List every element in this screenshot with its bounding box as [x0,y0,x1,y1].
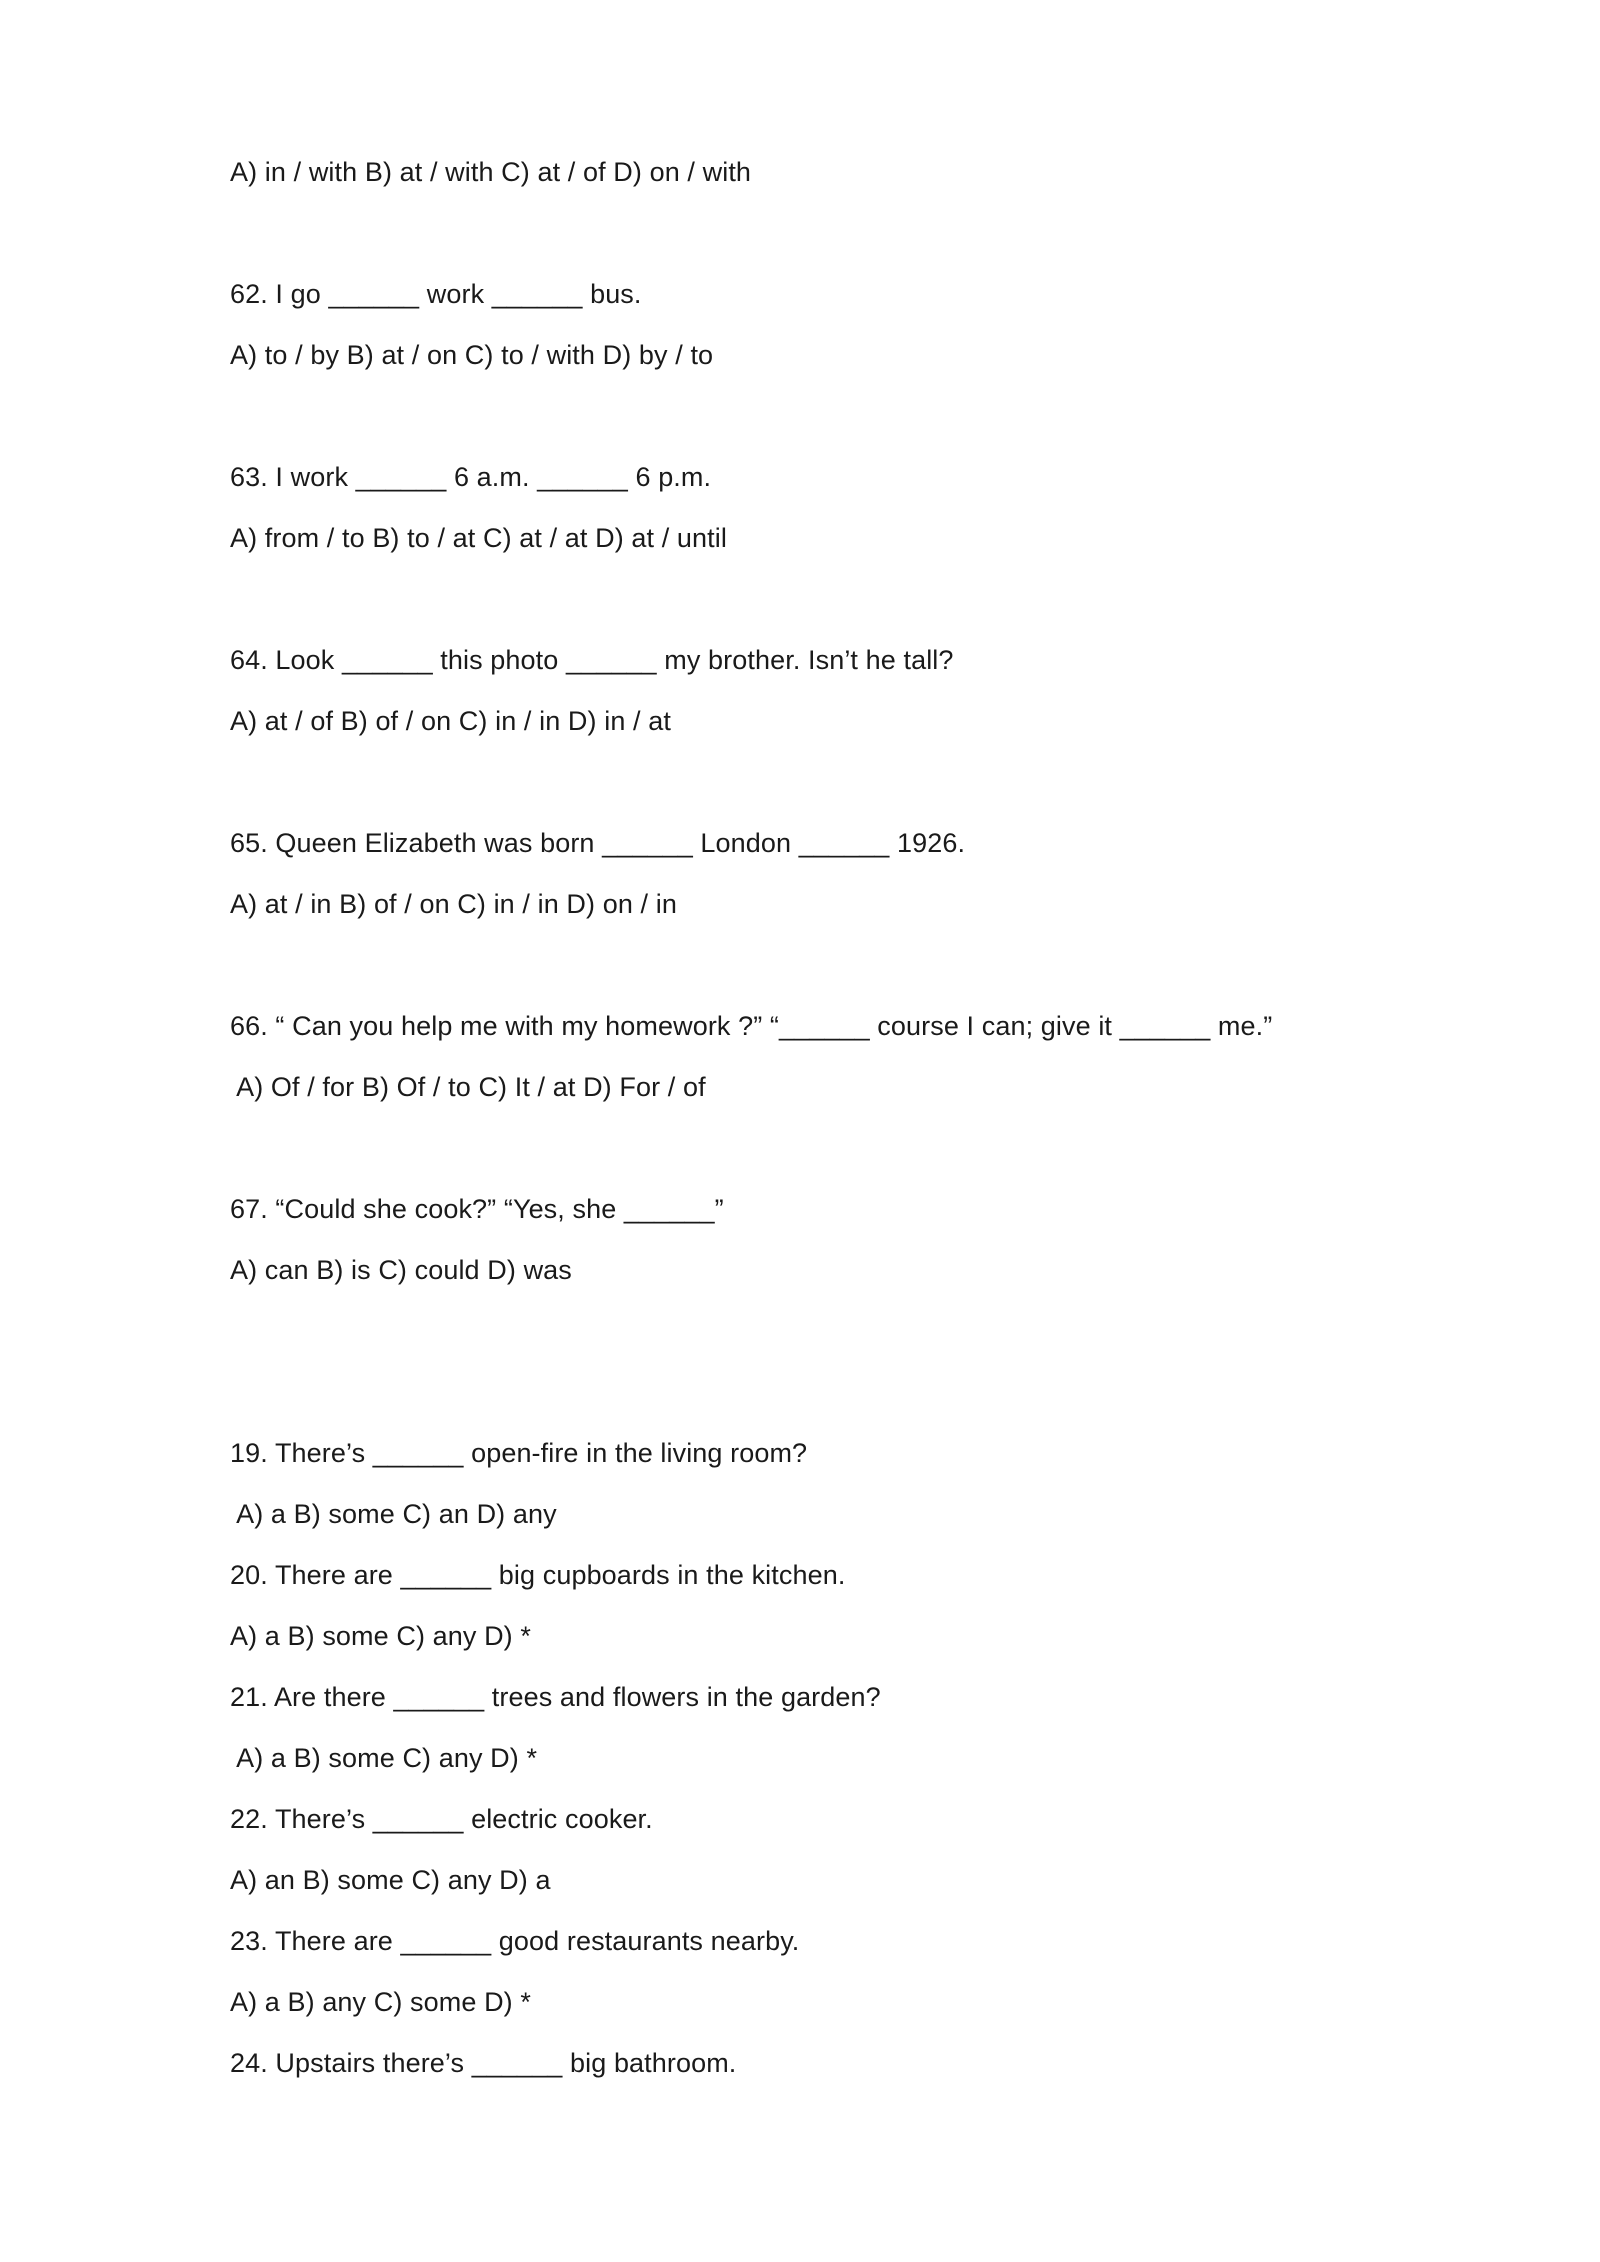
answer-options-19: A) a B) some C) an D) any [230,1499,557,1529]
question-66: 66. “ Can you help me with my homework ?” “______ course I can; give it ______ me.” [230,1011,1273,1041]
answer-options-61: A) in / with B) at / with C) at / of D) on / with [230,157,752,187]
question-62: 62. I go ______ work ______ bus. [230,279,642,309]
answer-options-20: A) a B) some C) any D) * [230,1621,531,1651]
question-19: 19. There’s ______ open-fire in the living room? [230,1438,808,1468]
answer-options-67: A) can B) is C) could D) was [230,1255,572,1285]
question-67: 67. “Could she cook?” “Yes, she ______” [230,1194,724,1224]
answer-options-22: A) an B) some C) any D) a [230,1865,551,1895]
answer-options-64: A) at / of B) of / on C) in / in D) in / at [230,706,671,736]
answer-options-62: A) to / by B) at / on C) to / with D) by / to [230,340,714,370]
question-63: 63. I work ______ 6 a.m. ______ 6 p.m. [230,462,712,492]
question-22: 22. There’s ______ electric cooker. [230,1804,653,1834]
question-65: 65. Queen Elizabeth was born ______ London ______ 1926. [230,828,966,858]
answer-options-23: A) a B) any C) some D) * [230,1987,531,2017]
question-21: 21. Are there ______ trees and flowers in the garden? [230,1682,881,1712]
answer-options-63: A) from / to B) to / at C) at / at D) at / until [230,523,727,553]
question-23: 23. There are ______ good restaurants nearby. [230,1926,800,1956]
answer-options-65: A) at / in B) of / on C) in / in D) on / in [230,889,677,919]
question-64: 64. Look ______ this photo ______ my brother. Isn’t he tall? [230,645,954,675]
answer-options-66: A) Of / for B) Of / to C) It / at D) For / of [230,1072,706,1102]
question-20: 20. There are ______ big cupboards in the kitchen. [230,1560,846,1590]
question-24: 24. Upstairs there’s ______ big bathroom. [230,2048,737,2078]
answer-options-21: A) a B) some C) any D) * [230,1743,538,1773]
